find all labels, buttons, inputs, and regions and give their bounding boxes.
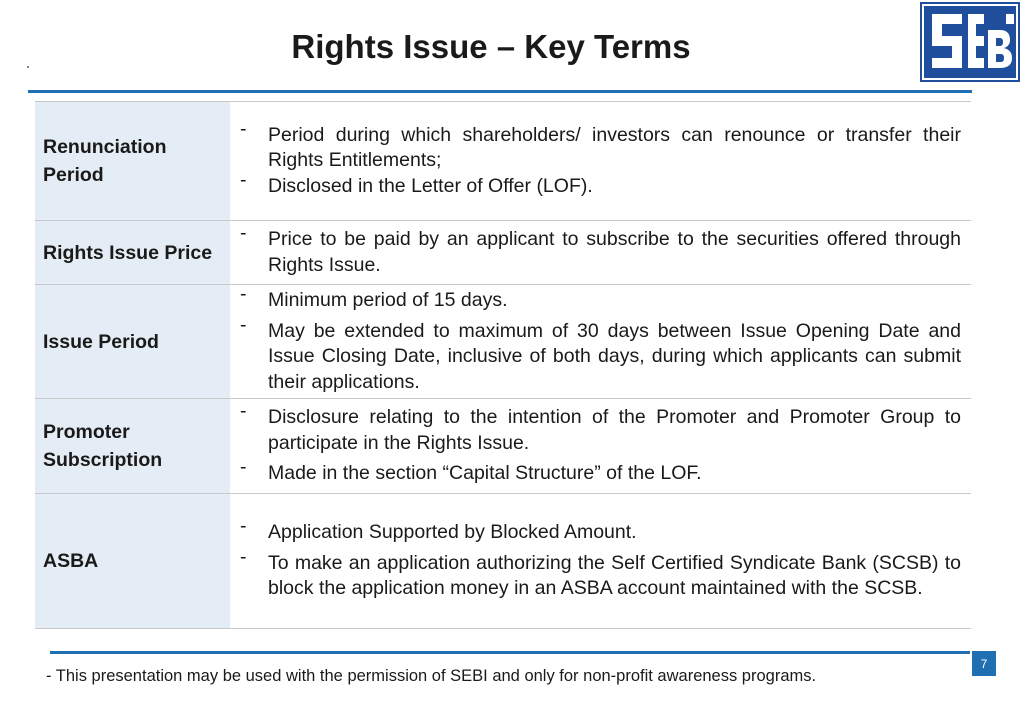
list-item: - Application Supported by Blocked Amount. [240, 515, 637, 544]
term-label: Issue Period [35, 285, 230, 398]
list-item: - Period during which shareholders/ investors can renounce or transfer their Rights Entitlements; [240, 117, 961, 172]
term-description [230, 285, 971, 398]
term-description [230, 102, 971, 220]
table-row [35, 285, 971, 399]
dash-bullet: - [240, 456, 247, 479]
term-description [230, 399, 971, 493]
term-label: Renunciation Period [35, 102, 230, 220]
slide-title: Rights Issue – Key Terms [291, 28, 691, 65]
top-divider [28, 90, 972, 93]
footer-disclaimer: - This presentation may be used with the permission of SEBI and only for non-profit awareness programs. [46, 667, 817, 685]
dash-bullet: - [240, 515, 247, 538]
list-item: - To make an application authorizing the Self Certified Syndicate Bank (SCSB) to block the application money in an ASBA account maintained with the SCSB. [240, 545, 961, 600]
dash-bullet: - [240, 117, 247, 140]
term-description [230, 494, 971, 628]
term-label: Rights Issue Price [35, 221, 230, 284]
list-item: - Made in the section “Capital Structure” of the LOF. [240, 456, 702, 485]
dash-bullet: - [240, 222, 247, 244]
term-label: ASBA [35, 494, 230, 628]
list-item: - Disclosed in the Letter of Offer (LOF). [240, 168, 593, 197]
dash-bullet: - [240, 400, 247, 423]
page-number: 7 [972, 651, 996, 676]
table-row [35, 221, 971, 285]
dash-bullet: - [240, 545, 247, 568]
decorative-dot [27, 66, 29, 68]
list-item: - Price to be paid by an applicant to subscribe to the securities offered through Rights Issue. [240, 222, 961, 276]
dash-bullet: - [240, 313, 247, 336]
dash-bullet: - [240, 168, 247, 191]
term-label: Promoter Subscription [35, 399, 230, 493]
table-row [35, 102, 971, 221]
table-row [35, 494, 971, 629]
list-item: - May be extended to maximum of 30 days between Issue Opening Date and Issue Closing Date, inclusive of both days, during which applicants can submit their applications. [240, 313, 961, 393]
dash-bullet: - [240, 283, 247, 305]
list-item: - Minimum period of 15 days. [240, 283, 508, 311]
table-row [35, 399, 971, 494]
bottom-divider [50, 651, 970, 654]
key-terms-table [35, 101, 971, 629]
list-item: - Disclosure relating to the intention of the Promoter and Promoter Group to participate in the Rights Issue. [240, 400, 961, 454]
term-description [230, 221, 971, 284]
sebi-logo [918, 0, 1022, 84]
